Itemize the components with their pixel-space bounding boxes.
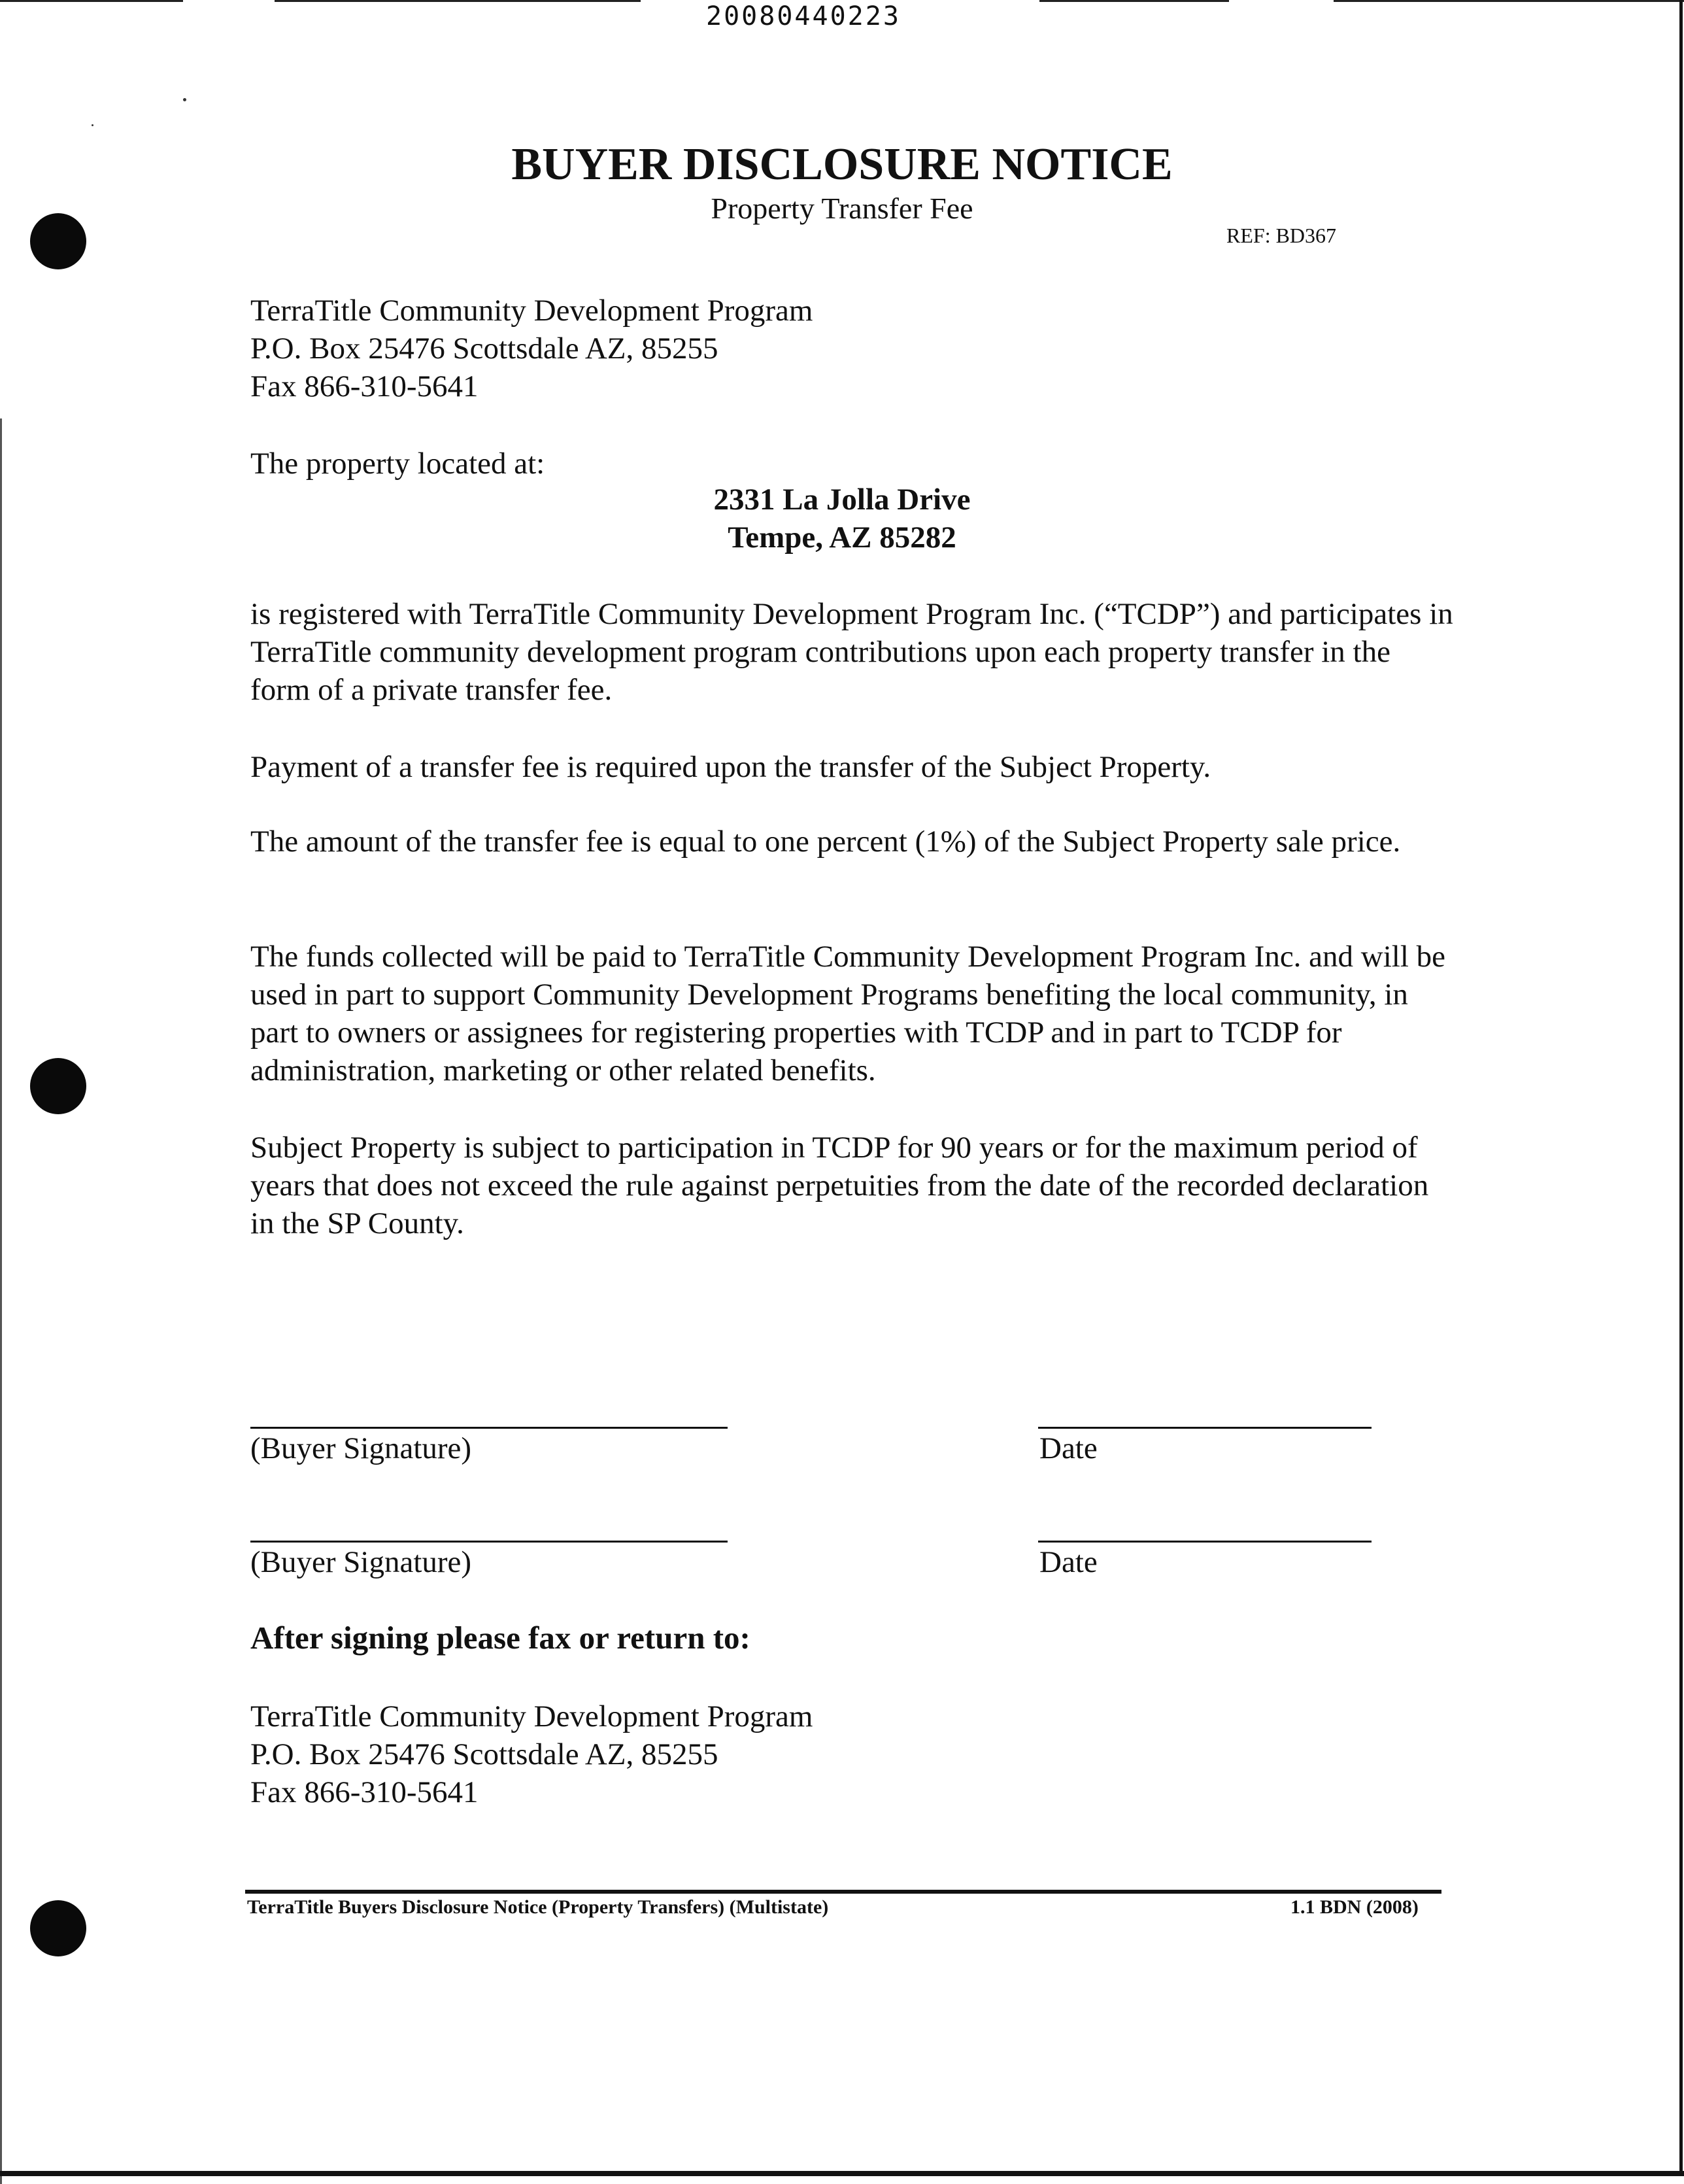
property-address-line1: 2331 La Jolla Drive [713, 483, 971, 517]
paragraph-registration: is registered with TerraTitle Community Development Program Inc. (“TCDP”) and participates in TerraTitle community development program contributions upon each property transfer in the form of a private transfer fee. [250, 597, 1453, 707]
paragraph-amount: The amount of the transfer fee is equal to one percent (1%) of the Subject Property sale price. [250, 825, 1401, 859]
return-po-box: P.O. Box 25476 Scottsdale AZ, 85255 [250, 1737, 718, 1771]
scan-speck [183, 98, 186, 101]
buyer-signature-line[interactable] [250, 1427, 728, 1429]
organization-po-box: P.O. Box 25476 Scottsdale AZ, 85255 [250, 332, 718, 366]
property-address [0, 481, 1684, 556]
organization-name: TerraTitle Community Development Program [250, 294, 813, 328]
date-label: Date [1039, 1431, 1098, 1465]
scan-edge-top [0, 0, 183, 2]
buyer-signature-label: (Buyer Signature) [250, 1545, 472, 1579]
scan-edge-left [0, 418, 2, 2184]
return-heading: After signing please fax or return to: [250, 1620, 750, 1656]
reference-number: REF: BD367 [1226, 224, 1337, 247]
scan-edge-top [275, 0, 641, 2]
footer-form-version: 1.1 BDN (2008) [1290, 1896, 1419, 1918]
property-intro: The property located at: [250, 447, 545, 481]
scan-edge-top [1334, 0, 1684, 2]
buyer-signature-line[interactable] [250, 1541, 728, 1543]
organization-address [250, 292, 813, 405]
buyer-signature-label: (Buyer Signature) [250, 1431, 472, 1465]
property-address-line2: Tempe, AZ 85282 [728, 520, 956, 555]
scan-speck [92, 124, 93, 126]
footer-rule [245, 1890, 1441, 1894]
organization-fax: Fax 866-310-5641 [250, 369, 479, 403]
paragraph-term: Subject Property is subject to participation in TCDP for 90 years or for the maximum period of years that does not exceed the rule against perpetuities from the date of the recorded declaration in the SP County. [250, 1131, 1429, 1240]
page-subtitle: Property Transfer Fee [711, 192, 973, 225]
paragraph-payment: Payment of a transfer fee is required upon the transfer of the Subject Property. [250, 750, 1211, 784]
page-title: BUYER DISCLOSURE NOTICE [511, 139, 1173, 190]
return-address [250, 1698, 813, 1811]
footer-form-title: TerraTitle Buyers Disclosure Notice (Property Transfers) (Multistate) [247, 1896, 829, 1918]
punch-hole [30, 1058, 86, 1114]
punch-hole [30, 1900, 86, 1956]
document-number: 20080440223 [706, 1, 901, 31]
return-organization-name: TerraTitle Community Development Program [250, 1699, 813, 1733]
scan-edge-top [1039, 0, 1229, 2]
return-fax: Fax 866-310-5641 [250, 1775, 479, 1809]
paragraph-funds: The funds collected will be paid to TerraTitle Community Development Program Inc. and will be used in part to support Community Development Programs benefiting the local community, in part to owners or assignees for registering properties with TCDP and in part to TCDP for administration, marketing or other related benefits. [250, 940, 1446, 1087]
date-label: Date [1039, 1545, 1098, 1579]
date-line[interactable] [1038, 1541, 1372, 1543]
scan-edge-right [1679, 0, 1683, 2176]
date-line[interactable] [1038, 1427, 1372, 1429]
scan-edge-bottom [0, 2171, 1684, 2176]
